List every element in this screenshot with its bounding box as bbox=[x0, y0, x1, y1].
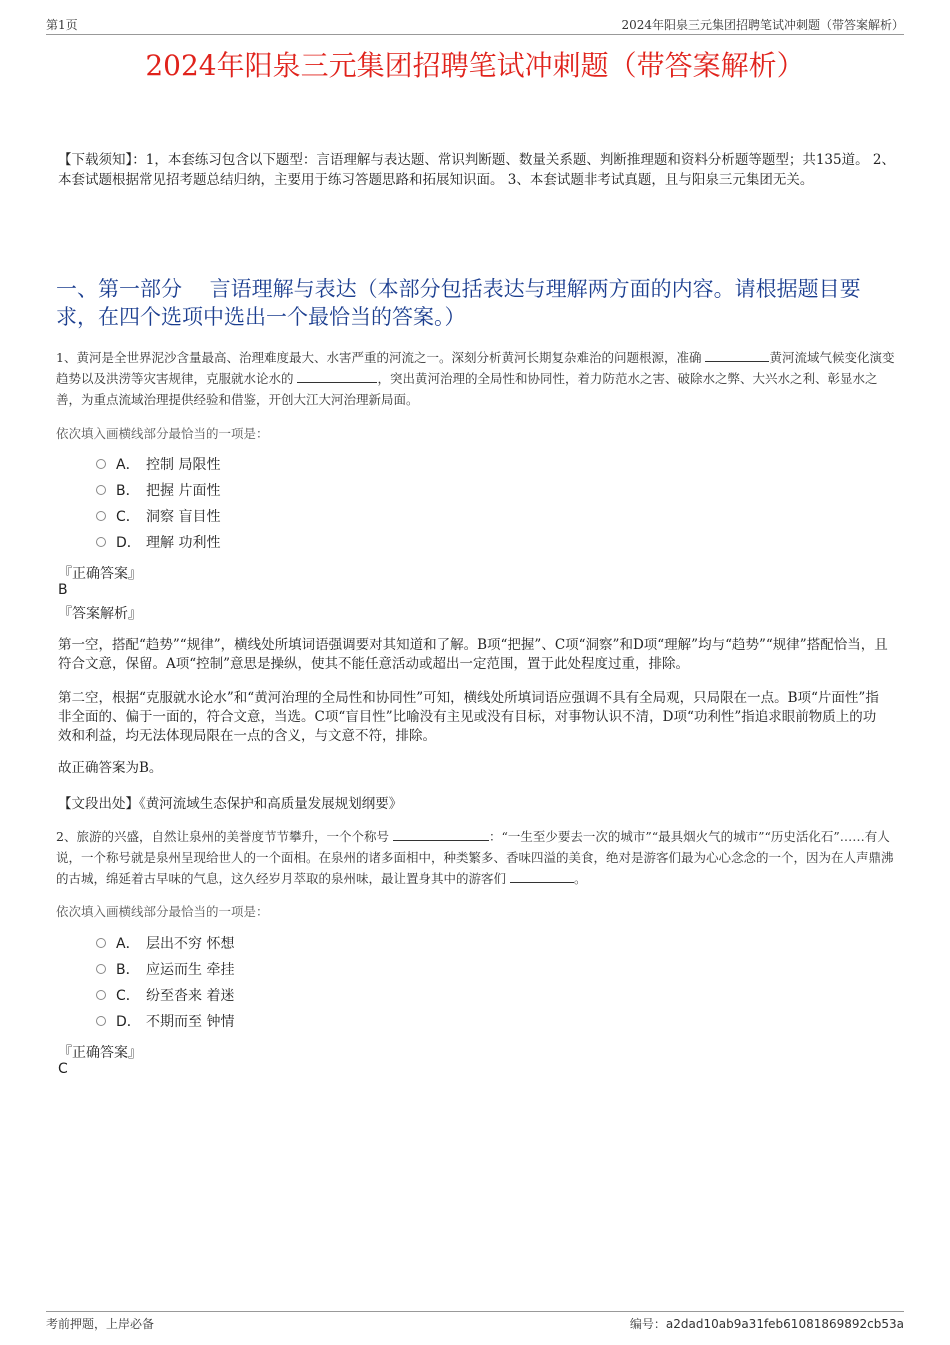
question-1-text-part-c: ，突出黄河治理的全局性和协同性，着力防范水之害、破除水之弊、大兴水之利、彰显水之善，为重点流域治理提供经验和借鉴，开创大江大河治理新局面。 bbox=[56, 371, 878, 407]
radio-icon[interactable] bbox=[96, 485, 106, 495]
page-header bbox=[46, 16, 904, 35]
radio-icon[interactable] bbox=[96, 990, 106, 1000]
question-1-text bbox=[56, 347, 898, 410]
answer-label: 『正确答案』 bbox=[58, 566, 142, 582]
section-heading: 一、第一部分 言语理解与表达（本部分包括表达与理解两方面的内容。请根据题目要求，在四个选项中选出一个最恰当的答案。） bbox=[56, 277, 861, 329]
footer-slogan: 考前押题，上岸必备 bbox=[46, 1317, 155, 1331]
footer-code-value: a2dad10ab9a31feb61081869892cb53a bbox=[665, 1317, 904, 1331]
question-2-text bbox=[56, 826, 898, 889]
fill-blank bbox=[705, 349, 769, 362]
option-key: C． bbox=[116, 988, 140, 1004]
question-2-text-part-c: 。 bbox=[573, 871, 587, 886]
question-2-prompt: 依次填入画横线部分最恰当的一项是： bbox=[56, 904, 269, 919]
question-1-text-part-a: 1、黄河是全世界泥沙含量最高、治理难度最大、水害严重的河流之一。深刻分析黄河长期复杂难治的问题根源，准确 bbox=[56, 350, 706, 365]
radio-icon[interactable] bbox=[96, 938, 106, 948]
option-text: 洞察 盲目性 bbox=[146, 509, 221, 525]
option-a[interactable] bbox=[96, 931, 234, 957]
radio-icon[interactable] bbox=[96, 537, 106, 547]
analysis-label: 『答案解析』 bbox=[58, 606, 142, 622]
option-key: B． bbox=[116, 962, 140, 978]
page-footer bbox=[46, 1311, 904, 1332]
analysis-conclusion: 故正确答案为B。 bbox=[58, 760, 163, 776]
question-1-options bbox=[96, 452, 220, 556]
question-1-text-part-b: 黄河流域气候变化演变趋势以及洪涝等灾害规律，克服就水论水的 bbox=[56, 350, 895, 386]
question-2-options bbox=[96, 931, 234, 1035]
radio-icon[interactable] bbox=[96, 1016, 106, 1026]
footer-code-label: 编号： bbox=[629, 1317, 666, 1331]
option-a[interactable] bbox=[96, 452, 220, 478]
header-doc-title: 2024年阳泉三元集团招聘笔试冲刺题（带答案解析） bbox=[621, 18, 904, 32]
option-text: 应运而生 牵挂 bbox=[146, 962, 235, 978]
option-key: D． bbox=[116, 1014, 141, 1030]
question-1-prompt: 依次填入画横线部分最恰当的一项是： bbox=[56, 426, 269, 441]
option-key: A． bbox=[116, 457, 140, 473]
analysis-paragraph-2: 第二空，根据“克服就水论水”和“黄河治理的全局性和协同性”可知，横线处所填词语应强调不具有全局观，只局限在一点。B项“片面性”指非全面的、偏于一面的，符合文意，当选。C项“盲目性”比喻没有主见或没有目标，对事物认识不清，D项“功利性”指追求眼前物质上的功效和利益，均无法体现局限在一点的含义，与文意不符，排除。 bbox=[58, 690, 879, 744]
option-c[interactable] bbox=[96, 504, 220, 530]
fill-blank bbox=[510, 870, 574, 883]
fill-blank bbox=[393, 828, 489, 841]
question-2-text-part-a: 2、旅游的兴盛，自然让泉州的美誉度节节攀升，一个个称号 bbox=[56, 829, 393, 844]
radio-icon[interactable] bbox=[96, 511, 106, 521]
option-text: 理解 功利性 bbox=[146, 535, 221, 551]
page-title: 2024年阳泉三元集团招聘笔试冲刺题（带答案解析） bbox=[145, 49, 805, 82]
option-b[interactable] bbox=[96, 957, 234, 983]
option-d[interactable] bbox=[96, 530, 220, 556]
option-key: B． bbox=[116, 483, 140, 499]
question-2-text-part-b: ：“一生至少要去一次的城市”“最具烟火气的城市”“历史活化石”……有人说，一个称号就是泉州呈现给世人的一个面相。在泉州的诸多面相中，种类繁多、香味四溢的美食，绝对是游客们最为心心念念的一个，因为在人声鼎沸的古城，绵延着古早味的气息，这久经岁月萃取的泉州味，最让置身其中的游客们 bbox=[56, 829, 894, 886]
answer-value: B bbox=[58, 582, 68, 598]
radio-icon[interactable] bbox=[96, 964, 106, 974]
download-notice: 【下载须知】：1，本套练习包含以下题型：言语理解与表达题、常识判断题、数量关系题、判断推理题和资料分析题等题型；共135道。 2、本套试题根据常见招考题总结归纳，主要用于练习答题思路和拓展知识面。 3、本套试题非考试真题，且与阳泉三元集团无关。 bbox=[58, 152, 895, 188]
option-text: 控制 局限性 bbox=[146, 457, 221, 473]
option-d[interactable] bbox=[96, 1009, 234, 1035]
answer-value: C bbox=[58, 1061, 68, 1077]
option-text: 层出不穷 怀想 bbox=[146, 936, 235, 952]
answer-label: 『正确答案』 bbox=[58, 1045, 142, 1061]
option-key: C． bbox=[116, 509, 140, 525]
analysis-paragraph-1: 第一空，搭配“趋势”“规律”，横线处所填词语强调要对其知道和了解。B项“把握”、C项“洞察”和D项“理解”均与“趋势”“规律”搭配恰当，且符合文意，保留。A项“控制”意思是操纵，使其不能任意活动或超出一定范围，置于此处程度过重，排除。 bbox=[58, 637, 888, 672]
option-b[interactable] bbox=[96, 478, 220, 504]
page-number: 第1页 bbox=[46, 18, 78, 32]
option-text: 不期而至 钟情 bbox=[146, 1014, 235, 1030]
fill-blank bbox=[297, 370, 377, 383]
option-key: A． bbox=[116, 936, 140, 952]
source-citation: 【文段出处】《黄河流域生态保护和高质量发展规划纲要》 bbox=[58, 796, 403, 812]
radio-icon[interactable] bbox=[96, 459, 106, 469]
option-text: 把握 片面性 bbox=[146, 483, 221, 499]
option-key: D． bbox=[116, 535, 141, 551]
option-c[interactable] bbox=[96, 983, 234, 1009]
footer-code bbox=[630, 1315, 904, 1332]
option-text: 纷至沓来 着迷 bbox=[146, 988, 235, 1004]
